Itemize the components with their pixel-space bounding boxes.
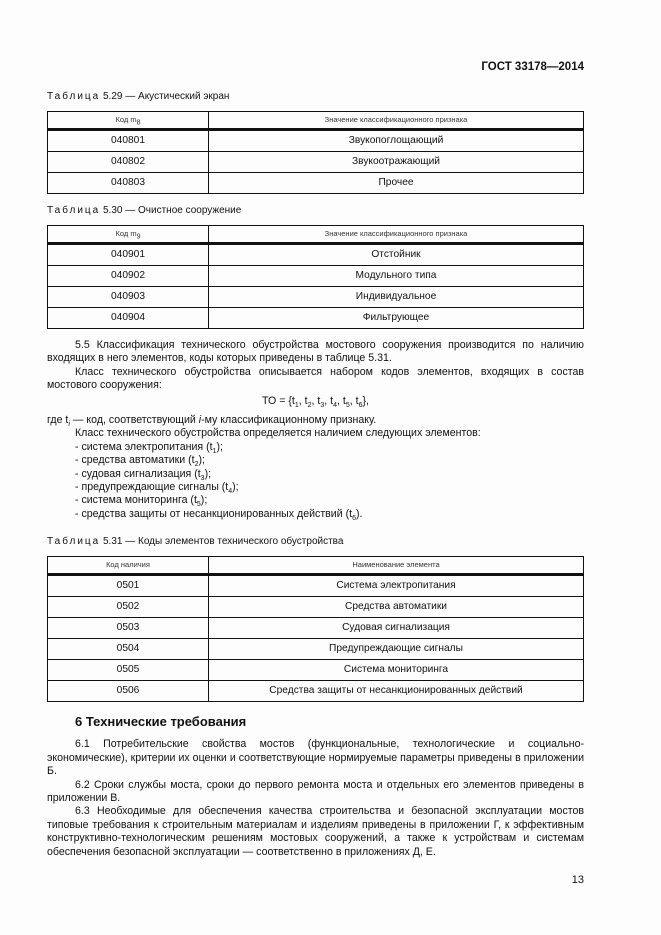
- paragraph-6-3: 6.3 Необходимые для обеспечения качества строительства и безопасной эксплуатации мостов типовые требования к строительным материалам и изделиям приведены в приложении Г, к эффективным конструктивно-технологическим решениям мостовых сооружений, а также к устройствам и системам обеспечения безопасной эксплуатации — соответственно в приложениях Д, Е.: [47, 805, 584, 858]
- cell-code: 040801: [48, 130, 209, 152]
- paragraph-5-5: 5.5 Классификация технического обустройства мостового сооружения производится по наличию входящих в него элементов, коды которых приведены в таблице 5.31.: [47, 339, 584, 365]
- paragraph-where: где $t_i$ — код, соответствующий i-му классификационному признаку.: [47, 414, 377, 429]
- col-header-code-subscript: 8: [136, 119, 141, 127]
- section-6: [47, 738, 584, 859]
- list-item: - предупреждающие сигналы $(t_4)$;: [75, 481, 239, 496]
- table-5-30: [47, 225, 584, 329]
- table-row: [48, 244, 584, 266]
- table-row: [48, 308, 584, 329]
- cell-code: 040802: [48, 152, 209, 173]
- caption-label: Таблица: [47, 536, 101, 548]
- col-header-code: [48, 226, 209, 244]
- document-id: ГОСТ 33178—2014: [481, 61, 584, 73]
- list-item: - средства защиты от несанкционированных действий $(t_6)$.: [75, 507, 363, 522]
- col-header-code-text: Код m: [115, 115, 137, 124]
- cell-code: 0505: [48, 660, 209, 681]
- cell-value: Средства автоматики: [209, 597, 584, 618]
- list-item: - система электропитания $(t_1)$;: [75, 440, 223, 455]
- section-5-5: [47, 339, 584, 521]
- table-row: [48, 597, 584, 618]
- cell-code: 0504: [48, 639, 209, 660]
- col-header-name: Наименование элемента: [209, 557, 584, 575]
- paragraph-6-1: 6.1 Потребительские свойства мостов (функциональные, технологические и социально-экономические), критерии их оценки и соответствующие нормируемые параметры приведены в приложении Б.: [47, 738, 584, 778]
- cell-value: Система электропитания: [209, 575, 584, 597]
- cell-value: Средства защиты от несанкционированных действий: [209, 681, 584, 702]
- col-header-code: [48, 112, 209, 130]
- cell-code: 040903: [48, 287, 209, 308]
- paragraph-class: Класс технического обустройства описывается набором кодов элементов, входящих в состав мостового сооружения:: [47, 365, 584, 392]
- table-row: [48, 130, 584, 152]
- cell-value: Звукоотражающий: [209, 152, 584, 173]
- paragraph-determined: Класс технического обустройства определяется наличием следующих элементов:: [75, 427, 481, 440]
- list-item: - судовая сигнализация $(t_3)$;: [75, 467, 212, 482]
- table-row: [48, 639, 584, 660]
- caption-label: Таблица: [47, 205, 101, 216]
- table-5-29: [47, 111, 584, 194]
- cell-code: 040803: [48, 173, 209, 194]
- caption-text: 5.31 — Коды элементов технического обустройства: [103, 536, 344, 548]
- table-row: [48, 173, 584, 194]
- table-5-31: [47, 556, 584, 702]
- table-caption-5-30: [47, 204, 584, 217]
- cell-code: 0503: [48, 618, 209, 639]
- table-row: [48, 681, 584, 702]
- col-header-value: Значение классификационного признака: [209, 226, 584, 244]
- cell-value: Фильтрующее: [209, 308, 584, 329]
- section-heading: 6 Технические требования: [75, 714, 247, 730]
- paragraph-6-2: 6.2 Сроки службы моста, сроки до первого ремонта моста и отдельных его элементов приведены в приложении В.: [47, 778, 584, 804]
- table-row: [48, 575, 584, 597]
- table-row: [48, 152, 584, 173]
- list-item: - средства автоматики $(t_2)$;: [75, 454, 205, 469]
- col-header-code-text: Код m: [115, 229, 137, 238]
- cell-code: 0502: [48, 597, 209, 618]
- col-header-code: Код наличия: [48, 557, 209, 575]
- cell-value: Система мониторинга: [209, 660, 584, 681]
- table-row: [48, 618, 584, 639]
- cell-value: Отстойник: [209, 244, 584, 266]
- cell-value: Звукопоглощающий: [209, 130, 584, 152]
- cell-code: 0501: [48, 575, 209, 597]
- page-number: 13: [571, 873, 584, 886]
- cell-value: Модульного типа: [209, 266, 584, 287]
- list-item: - система мониторинга $(t_5)$;: [75, 494, 208, 509]
- cell-value: Прочее: [209, 173, 584, 194]
- caption-label: Таблица: [47, 91, 101, 102]
- table-caption-5-31: [47, 535, 584, 548]
- table-row: [48, 660, 584, 681]
- table-caption-5-29: [47, 90, 584, 103]
- col-header-value: Значение классификационного признака: [209, 112, 584, 130]
- cell-code: 040901: [48, 244, 209, 266]
- caption-text: 5.30 — Очистное сооружение: [103, 205, 242, 216]
- caption-text: 5.29 — Акустический экран: [103, 91, 230, 102]
- cell-value: Индивидуальное: [209, 287, 584, 308]
- cell-code: 040902: [48, 266, 209, 287]
- formula: ТО = {$t_1$, $t_2$, $t_3$, $t_4$, $t_5$, $t_6$},: [262, 394, 369, 409]
- cell-code: 040904: [48, 308, 209, 329]
- element-list: [47, 441, 584, 521]
- table-row: [48, 266, 584, 287]
- table-row: [48, 287, 584, 308]
- cell-code: 0506: [48, 681, 209, 702]
- cell-value: Предупреждающие сигналы: [209, 639, 584, 660]
- col-header-code-subscript: 9: [136, 233, 141, 241]
- cell-value: Судовая сигнализация: [209, 618, 584, 639]
